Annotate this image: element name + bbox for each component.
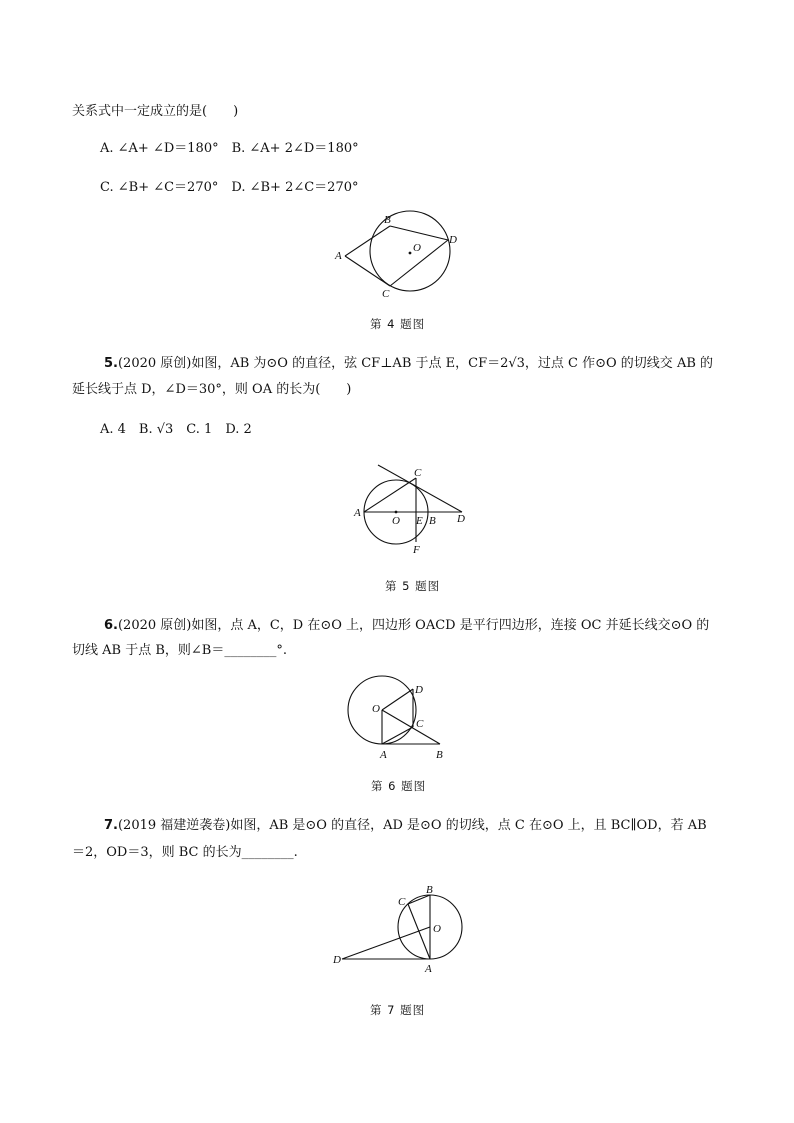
q4-label-C: C	[382, 288, 390, 300]
q7-label-C: C	[398, 896, 406, 908]
q6-line1	[104, 618, 709, 634]
q5-caption: 第 5 题图	[385, 579, 441, 593]
q6-label-C: C	[416, 718, 424, 730]
q7-label-A: A	[425, 963, 432, 975]
q7-caption: 第 7 题图	[370, 1003, 426, 1017]
q7-segment-CA	[408, 904, 430, 959]
q7-line2: ＝2，OD＝3，则 BC 的长为________.	[72, 845, 298, 860]
q4-segment-AC	[345, 256, 390, 286]
q7-line1	[104, 818, 707, 834]
q7-line1-text: (2019 福建逆袭卷)如图，AB 是⊙O 的直径，AD 是⊙O 的切线，点 C 在⊙O 上，且 BC∥OD，若 AB	[117, 818, 707, 833]
q5-label-B: B	[429, 515, 436, 527]
q4-options-row1: A. ∠A+ ∠D＝180° B. ∠A+ 2∠D＝180°	[100, 141, 359, 156]
q4-segment-AB	[345, 226, 390, 256]
q7-number: 7.	[104, 818, 118, 833]
q4-options-row2: C. ∠B+ ∠C＝270° D. ∠B+ 2∠C＝270°	[100, 180, 359, 195]
q5-line1-text: (2020 原创)如图，AB 为⊙O 的直径，弦 CF⊥AB 于点 E，CF＝2√3，过点 C 作⊙O 的切线交 AB 的	[117, 356, 714, 371]
q7-label-B: B	[426, 884, 433, 896]
q6-line1-text: (2020 原创)如图，点 A，C，D 在⊙O 上，四边形 OACD 是平行四边形，连接 OC 并延长线交⊙O 的	[117, 618, 710, 633]
q7-label-O: O	[433, 923, 441, 935]
q4-label-A: A	[335, 250, 342, 262]
q5-line2: 延长线于点 D，∠D＝30°，则 OA 的长为( )	[72, 382, 352, 397]
q4-figure	[330, 210, 470, 302]
q5-label-D: D	[457, 513, 465, 525]
q5-label-F: F	[413, 544, 420, 556]
q6-label-A: A	[380, 749, 387, 761]
q5-label-O: O	[392, 515, 400, 527]
q4-circle	[370, 211, 450, 291]
q6-line2: 切线 AB 于点 B，则∠B＝________°.	[72, 643, 287, 658]
q5-center-dot	[395, 511, 398, 514]
q6-figure	[340, 676, 460, 766]
q7-segment-BC	[408, 895, 430, 904]
q6-caption: 第 6 题图	[371, 779, 427, 793]
q4-label-D: D	[449, 234, 457, 246]
q5-label-E: E	[416, 515, 423, 527]
q5-label-A: A	[354, 507, 361, 519]
q4-segment-BD	[390, 226, 448, 240]
q5-number: 5.	[104, 356, 118, 371]
q7-segment-DO	[342, 927, 430, 959]
q6-number: 6.	[104, 618, 118, 633]
q5-figure	[350, 460, 480, 560]
q4-stem-tail: 关系式中一定成立的是( )	[72, 104, 239, 119]
q4-caption: 第 4 题图	[370, 317, 426, 331]
q4-label-O: O	[413, 242, 421, 254]
q4-label-B: B	[384, 214, 391, 226]
q6-label-O: O	[372, 703, 380, 715]
q5-options: A. 4 B. √3 C. 1 D. 2	[100, 422, 252, 437]
q7-figure	[330, 882, 470, 976]
q6-segment-OD	[382, 689, 413, 710]
q5-line1	[104, 356, 713, 372]
q6-segment-AC	[382, 727, 413, 744]
q5-label-C: C	[414, 467, 422, 479]
q5-segment-AC	[364, 478, 416, 512]
q4-center-dot	[409, 252, 412, 255]
q6-label-D: D	[415, 684, 423, 696]
q6-label-B: B	[436, 749, 443, 761]
q7-label-D: D	[333, 954, 341, 966]
